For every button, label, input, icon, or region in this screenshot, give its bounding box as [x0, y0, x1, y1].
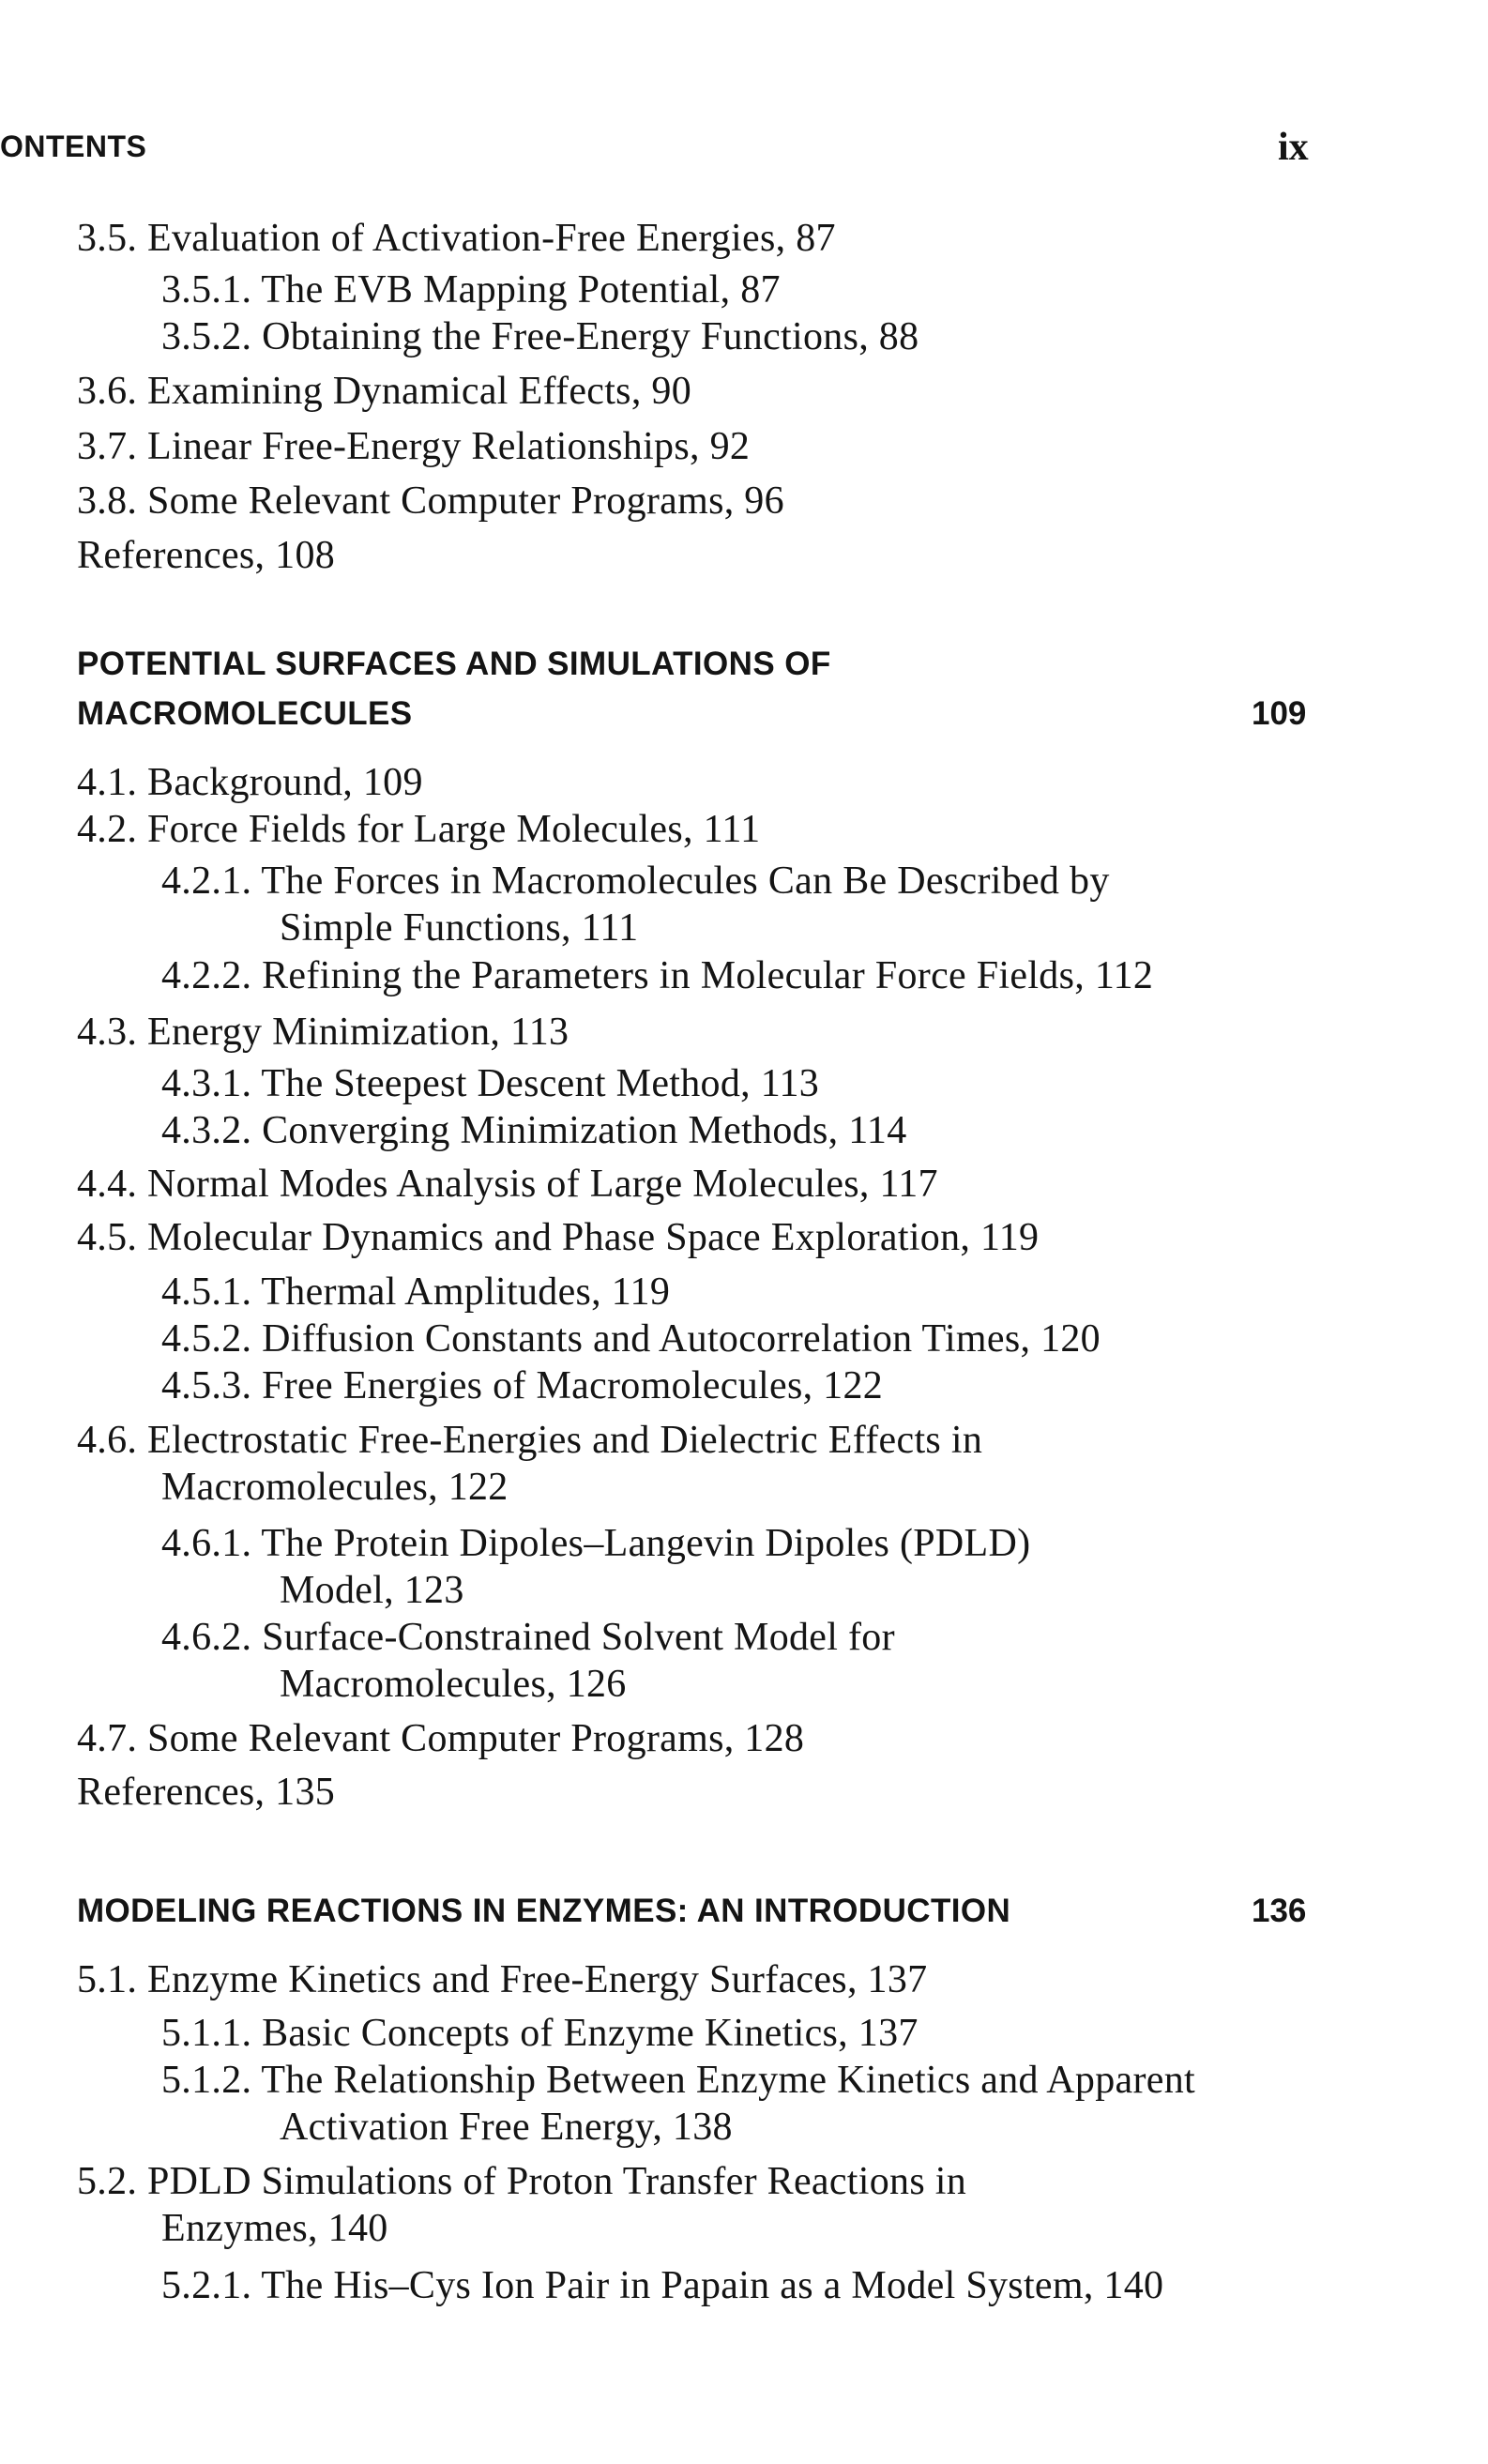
toc-entry-3-6: 3.6. Examining Dynamical Effects, 90 [77, 370, 692, 413]
chapter-5-page: 136 [1252, 1893, 1307, 1929]
toc-entry-4-5-2: 4.5.2. Diffusion Constants and Autocorrelation Times, 120 [161, 1317, 1101, 1361]
toc-entry-4-2-2: 4.2.2. Refining the Parameters in Molecular Force Fields, 112 [161, 954, 1154, 997]
toc-entry-5-1: 5.1. Enzyme Kinetics and Free-Energy Surfaces, 137 [77, 1958, 928, 2001]
toc-entry-4-6: 4.6. Electrostatic Free-Energies and Dielectric Effects in [77, 1419, 983, 1462]
toc-entry-3-5-2: 3.5.2. Obtaining the Free-Energy Functions, 88 [161, 315, 919, 358]
toc-entry-4-6-1: 4.6.1. The Protein Dipoles–Langevin Dipoles (PDLD) [161, 1522, 1031, 1565]
toc-entry-4-6-2-continued: Macromolecules, 126 [280, 1663, 627, 1706]
toc-entry-4-5-1: 4.5.1. Thermal Amplitudes, 119 [161, 1270, 671, 1314]
toc-entry-5-1-2-continued: Activation Free Energy, 138 [280, 2106, 733, 2149]
toc-entry-5-2-continued: Enzymes, 140 [161, 2207, 388, 2250]
toc-entry-4-1: 4.1. Background, 109 [77, 761, 423, 804]
toc-entry-4-2: 4.2. Force Fields for Large Molecules, 111 [77, 808, 761, 851]
toc-entry-4-5-3: 4.5.3. Free Energies of Macromolecules, 122 [161, 1364, 884, 1407]
toc-entry-4-5: 4.5. Molecular Dynamics and Phase Space Exploration, 119 [77, 1216, 1040, 1259]
toc-entry-4-6-2: 4.6.2. Surface-Constrained Solvent Model for [161, 1616, 895, 1659]
toc-entry-3-8: 3.8. Some Relevant Computer Programs, 96 [77, 479, 784, 523]
toc-entry-5-1-1: 5.1.1. Basic Concepts of Enzyme Kinetics, 137 [161, 2012, 919, 2055]
running-header-title: ONTENTS [0, 129, 147, 163]
toc-entry-5-2-1: 5.2.1. The His–Cys Ion Pair in Papain as a Model System, 140 [161, 2264, 1164, 2307]
toc-entry-3-7: 3.7. Linear Free-Energy Relationships, 92 [77, 425, 751, 468]
toc-entry-4-3-2: 4.3.2. Converging Minimization Methods, 114 [161, 1109, 907, 1152]
toc-entry-4-6-1-continued: Model, 123 [280, 1569, 464, 1612]
toc-entry-4-2-1-continued: Simple Functions, 111 [280, 906, 639, 950]
toc-references-ch4: References, 135 [77, 1771, 336, 1814]
toc-entry-4-3-1: 4.3.1. The Steepest Descent Method, 113 [161, 1062, 820, 1105]
toc-entry-4-6-continued: Macromolecules, 122 [161, 1466, 509, 1509]
toc-entry-4-3: 4.3. Energy Minimization, 113 [77, 1011, 569, 1054]
toc-entry-4-4: 4.4. Normal Modes Analysis of Large Molecules, 117 [77, 1163, 938, 1206]
toc-entry-4-2-1: 4.2.1. The Forces in Macromolecules Can Be Described by [161, 859, 1110, 903]
toc-entry-5-2: 5.2. PDLD Simulations of Proton Transfer Reactions in [77, 2160, 967, 2203]
chapter-5-title: MODELING REACTIONS IN ENZYMES: AN INTRODUCTION [77, 1893, 1011, 1929]
chapter-4-title-line-1: POTENTIAL SURFACES AND SIMULATIONS OF [77, 646, 831, 682]
toc-entry-3-5-1: 3.5.1. The EVB Mapping Potential, 87 [161, 268, 781, 312]
chapter-4-title-line-2: MACROMOLECULES [77, 695, 413, 732]
toc-entry-4-7: 4.7. Some Relevant Computer Programs, 128 [77, 1717, 805, 1760]
toc-entry-5-1-2: 5.1.2. The Relationship Between Enzyme Kinetics and Apparent [161, 2059, 1195, 2102]
toc-references-ch3: References, 108 [77, 534, 336, 577]
toc-entry-3-5: 3.5. Evaluation of Activation-Free Energies, 87 [77, 217, 836, 260]
page-number: ix [1278, 126, 1309, 169]
chapter-4-page: 109 [1252, 695, 1307, 732]
